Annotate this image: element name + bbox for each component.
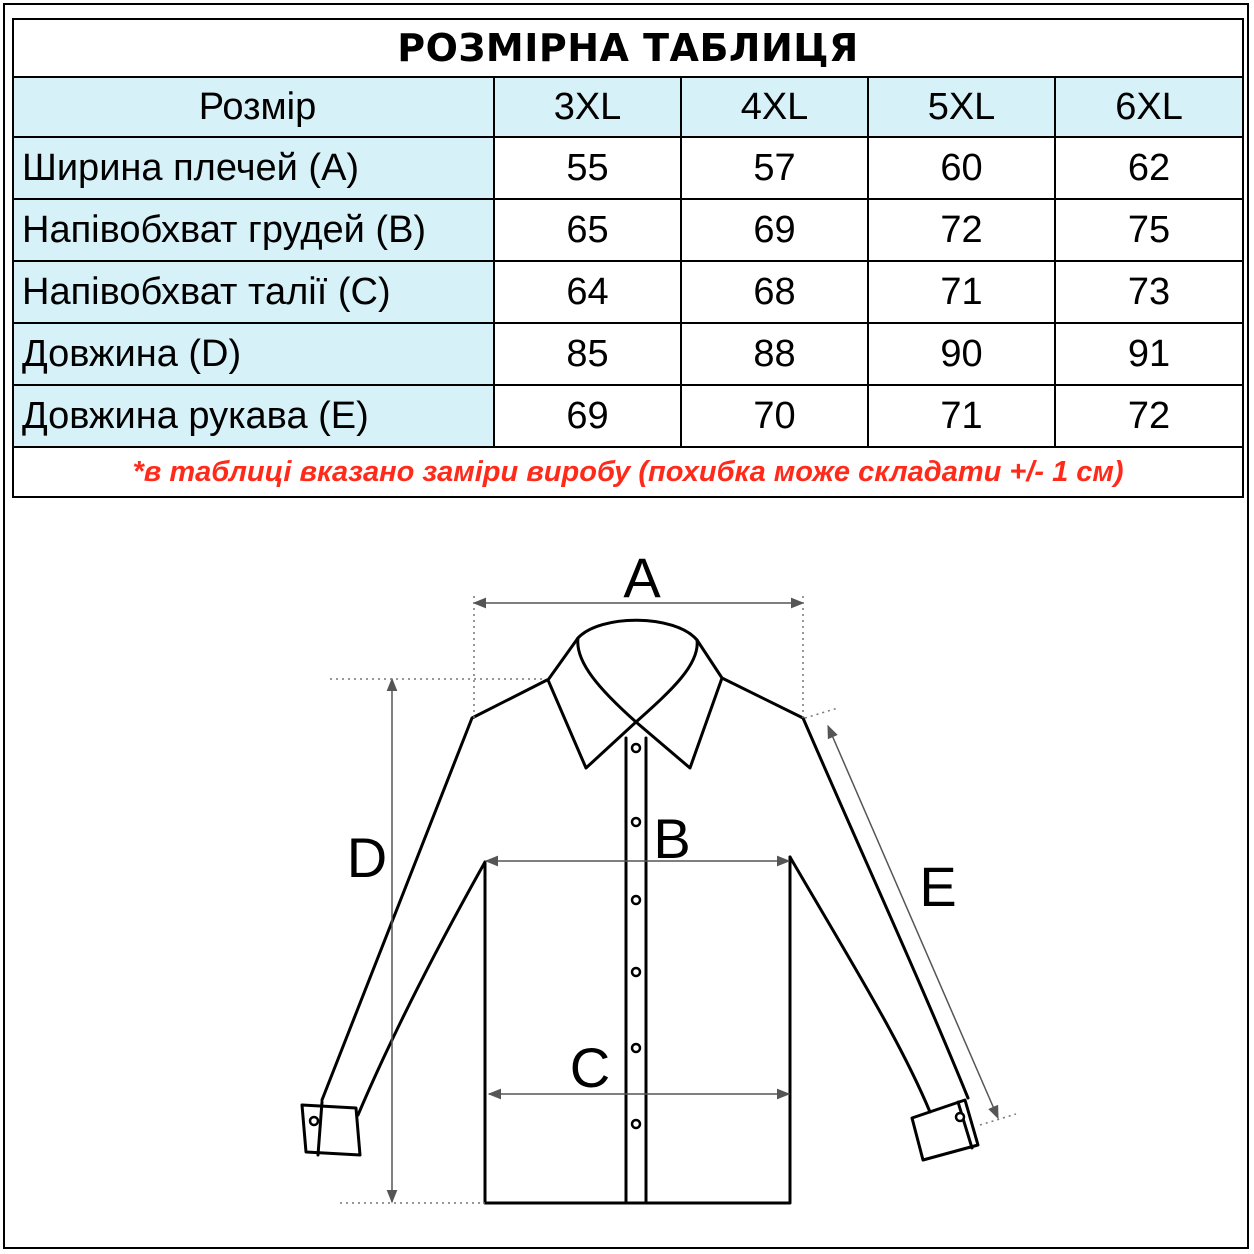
table-cell: 75 [1055,199,1243,261]
measurement-lines [392,603,998,1202]
shirt-outline [302,620,978,1203]
label-a: A [623,546,661,609]
table-cell: 69 [681,199,868,261]
table-cell: 64 [494,261,681,323]
table-cell: 62 [1055,137,1243,199]
table-cell: 60 [868,137,1055,199]
header-6xl: 6XL [1055,77,1243,137]
label-c: C [569,1036,611,1099]
row-label: Напівобхват грудей (B) [13,199,494,261]
table-cell: 70 [681,385,868,447]
label-d: D [346,826,388,889]
label-b: B [653,807,691,870]
header-5xl: 5XL [868,77,1055,137]
header-size: Розмір [13,77,494,137]
table-cell: 69 [494,385,681,447]
table-cell: 57 [681,137,868,199]
row-label: Довжина (D) [13,323,494,385]
measurement-note: *в таблиці вказано заміри виробу (похибка може складати +/- 1 см) [13,447,1243,497]
table-cell: 88 [681,323,868,385]
label-e: E [919,855,957,918]
table-cell: 55 [494,137,681,199]
table-cell: 71 [868,261,1055,323]
row-label: Напівобхват талії (C) [13,261,494,323]
table-cell: 65 [494,199,681,261]
table-cell: 85 [494,323,681,385]
header-3xl: 3XL [494,77,681,137]
row-label: Ширина плечей (A) [13,137,494,199]
table-cell: 68 [681,261,868,323]
table-cell: 71 [868,385,1055,447]
header-4xl: 4XL [681,77,868,137]
table-cell: 90 [868,323,1055,385]
table-cell: 73 [1055,261,1243,323]
shirt-buttons [310,744,964,1128]
table-cell: 72 [1055,385,1243,447]
table-cell: 72 [868,199,1055,261]
row-label: Довжина рукава (E) [13,385,494,447]
table-title: РОЗМІРНА ТАБЛИЦЯ [13,19,1243,77]
table-cell: 91 [1055,323,1243,385]
